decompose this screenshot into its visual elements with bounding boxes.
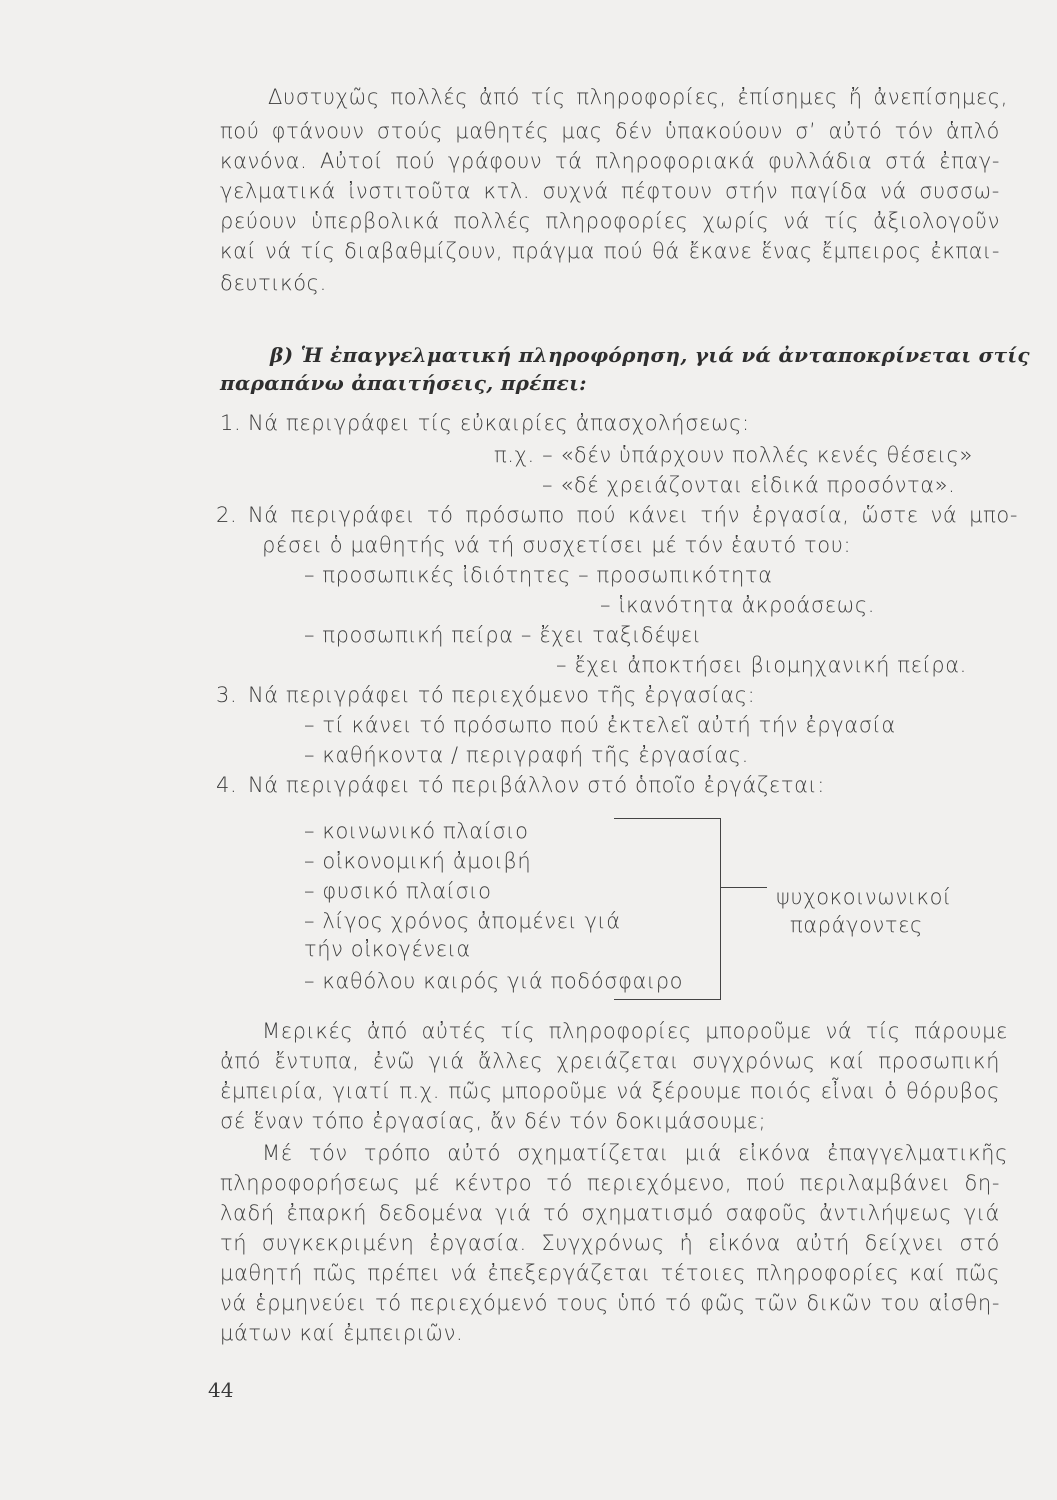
item-4-list-1: – κοινωνικό πλαίσιο <box>304 819 529 843</box>
para-1-line-2: ἀπό ἔντυπα, ἐνῶ γιά ἄλλες χρειάζεται συγχρόνως καί προσωπική <box>220 1049 1000 1073</box>
item-3-number: 3. <box>216 683 238 707</box>
item-3-sub-1: – τί κάνει τό πρόσωπο πού ἐκτελεῖ αὐτή τήν ἐργασία <box>304 713 896 737</box>
item-2-sub-1: – προσωπικές ἰδιότητες – προσωπικότητα <box>304 563 773 587</box>
item-4-number: 4. <box>216 773 238 797</box>
item-4-list-6: – καθόλου καιρός γιά ποδόσφαιρο <box>304 969 684 993</box>
bracket-label-line-2: παράγοντες <box>790 913 923 937</box>
item-2-text-1: Νά περιγράφει τό πρόσωπο πού κάνει τήν ἐργασία, ὥστε νά μπο- <box>248 503 1018 527</box>
bracket-connector-line <box>721 887 767 888</box>
intro-line-6: καί νά τίς διαβαθμίζουν, πράγμα πού θά ἔκανε ἕνας ἔμπειρος ἐκπαι- <box>220 239 1000 263</box>
item-1-sub-1: π.χ. – «δέν ὑπάρχουν πολλές κενές θέσεις» <box>494 443 973 467</box>
bracket-label-line-1: ψυχοκοινωνικοί <box>776 885 952 909</box>
para-2-line-7: μάτων καί ἐμπειριῶν. <box>220 1321 464 1345</box>
item-2-text-2: ρέσει ὁ μαθητής νά τή συσχετίσει μέ τόν ἑαυτό του: <box>262 533 852 557</box>
item-2-number: 2. <box>216 503 238 527</box>
intro-line-4: γελματικά ἰνστιτοῦτα κτλ. συχνά πέφτουν στήν παγίδα νά συσσω- <box>220 179 1000 203</box>
intro-line-2: πού φτάνουν στούς μαθητές μας δέν ὑπακούουν σ’ αὐτό τόν ἁπλό <box>220 119 1000 143</box>
para-2-line-1: Μέ τόν τρόπο αὐτό σχηματίζεται μιά εἰκόνα ἐπαγγελματικῆς <box>262 1141 1008 1165</box>
item-2-sub-3: – προσωπική πείρα – ἔχει ταξιδέψει <box>304 623 702 647</box>
page-number: 44 <box>208 1378 234 1402</box>
intro-line-7: δευτικός. <box>220 271 327 295</box>
item-2-sub-2: – ἱκανότητα ἀκροάσεως. <box>600 593 876 617</box>
para-2-line-2: πληροφορήσεως μέ κέντρο τό περιεχόμενο, πού περιλαμβάνει δη- <box>220 1171 1000 1195</box>
item-4-list-4: – λίγος χρόνος ἀπομένει γιά <box>304 909 621 933</box>
para-2-line-4: τή συγκεκριμένη ἐργασία. Συγχρόνως ἡ εἰκόνα αὐτή δείχνει στό <box>220 1231 1000 1255</box>
grouping-bracket <box>614 818 721 1000</box>
item-3-text: Νά περιγράφει τό περιεχόμενο τῆς ἐργασίας: <box>248 683 756 707</box>
para-2-line-5: μαθητή πῶς πρέπει νά ἐπεξεργάζεται τέτοιες πληροφορίες καί πῶς <box>220 1261 1000 1285</box>
item-4-list-3: – φυσικό πλαίσιο <box>304 879 492 903</box>
item-4-list-2: – οἰκονομική ἀμοιβή <box>304 849 532 873</box>
item-2-sub-4: – ἔχει ἀποκτήσει βιομηχανική πείρα. <box>556 653 967 677</box>
section-heading-line-1: β) Ἡ ἐπαγγελματική πληροφόρηση, γιά νά ἀνταποκρίνεται στίς <box>270 343 1030 367</box>
item-3-sub-2: – καθήκοντα / περιγραφή τῆς ἐργασίας. <box>304 743 749 767</box>
para-2-line-6: νά ἑρμηνεύει τό περιεχόμενό τους ὑπό τό φῶς τῶν δικῶν του αἰσθη- <box>220 1291 1000 1315</box>
item-1-text: Νά περιγράφει τίς εὐκαιρίες ἀπασχολήσεως: <box>248 411 750 435</box>
para-1-line-1: Μερικές ἀπό αὐτές τίς πληροφορίες μποροῦμε νά τίς πάρουμε <box>262 1019 1008 1043</box>
para-1-line-4: σέ ἕναν τόπο ἐργασίας, ἄν δέν τόν δοκιμάσουμε; <box>220 1109 767 1133</box>
item-4-text: Νά περιγράφει τό περιβάλλον στό ὁποῖο ἐργάζεται: <box>248 773 825 797</box>
section-heading-line-2: παραπάνω ἀπαιτήσεις, πρέπει: <box>220 371 587 395</box>
intro-line-5: ρεύουν ὑπερβολικά πολλές πληροφορίες χωρίς νά τίς ἀξιολογοῦν <box>220 209 1000 233</box>
intro-line-1: Δυστυχῶς πολλές ἀπό τίς πληροφορίες, ἐπίσημες ἤ ἀνεπίσημες, <box>268 85 1008 109</box>
intro-line-3: κανόνα. Αὐτοί πού γράφουν τά πληροφοριακά φυλλάδια στά ἐπαγ- <box>220 149 1000 173</box>
item-1-number: 1. <box>220 411 242 435</box>
para-2-line-3: λαδή ἐπαρκή δεδομένα γιά τό σχηματισμό σαφοῦς ἀντιλήψεως γιά <box>220 1201 1000 1225</box>
item-1-sub-2: – «δέ χρειάζονται εἰδικά προσόντα». <box>542 473 956 497</box>
item-4-list-5: τήν οἰκογένεια <box>304 937 471 961</box>
para-1-line-3: ἐμπειρία, γιατί π.χ. πῶς μποροῦμε νά ξέρουμε ποιός εἶναι ὁ θόρυβος <box>220 1079 1000 1103</box>
